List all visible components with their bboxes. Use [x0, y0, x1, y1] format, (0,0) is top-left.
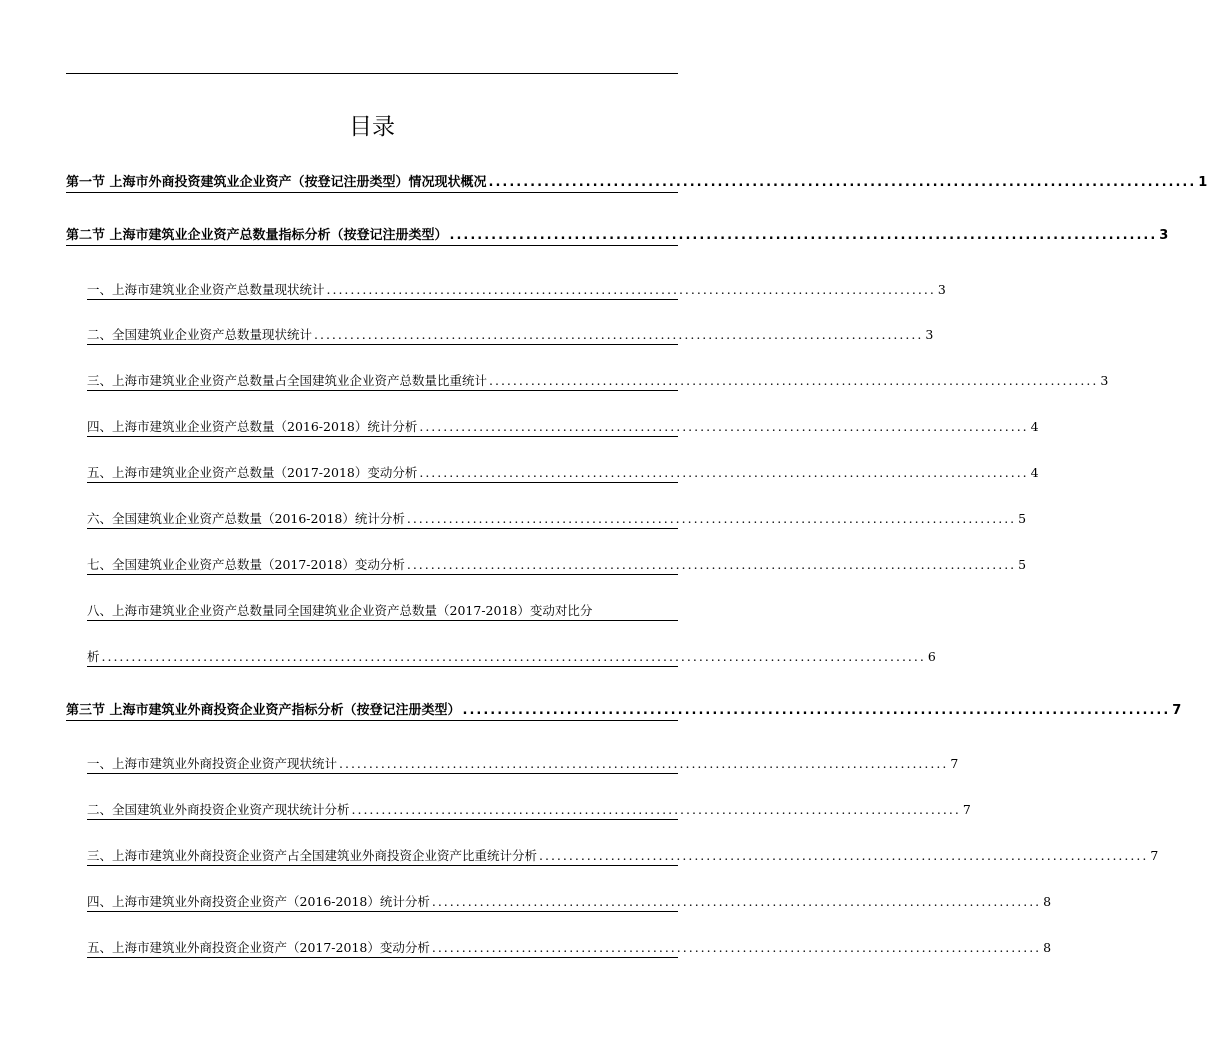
header-rule: [66, 73, 678, 74]
toc-entry-text: 四、上海市建筑业外商投资企业资产（2016-2018）统计分析: [87, 894, 430, 909]
toc-item[interactable]: [87, 419, 1039, 437]
toc-page-number: 7: [1172, 703, 1182, 718]
toc-page-number: 8: [1043, 894, 1052, 909]
toc-leader-dots: ......................................................................................................: [488, 175, 1197, 190]
toc-leader-dots: ......................................................................................................: [351, 802, 961, 817]
toc-entry-text: 第三节 上海市建筑业外商投资企业资产指标分析（按登记注册类型）: [66, 703, 461, 718]
toc-item-wrapped[interactable]: [87, 603, 678, 621]
toc-leader-dots: ......................................................................................................: [431, 894, 1042, 909]
toc-section-1[interactable]: [66, 175, 1207, 193]
toc-leader-dots: ......................................................................................................: [406, 557, 1017, 572]
toc-page-number: 4: [1030, 465, 1039, 480]
toc-page-number: 6: [927, 649, 936, 664]
toc-leader-dots: ......................................................................................................: [314, 327, 924, 342]
toc-item[interactable]: [87, 940, 1052, 958]
toc-page-number: 7: [1150, 848, 1159, 863]
toc-item[interactable]: [87, 557, 1027, 575]
toc-item[interactable]: [87, 894, 1052, 912]
toc-entry-text: 五、上海市建筑业外商投资企业资产（2017-2018）变动分析: [87, 940, 430, 955]
toc-page-number: 5: [1018, 557, 1027, 572]
toc-entry-text: 八、上海市建筑业企业资产总数量同全国建筑业企业资产总数量（2017-2018）变动对比分: [87, 603, 678, 621]
toc-leader-dots: ......................................................................................................: [419, 465, 1029, 480]
toc-section-2[interactable]: [66, 228, 1169, 246]
toc-page-number: 3: [937, 282, 946, 297]
toc-leader-dots: ......................................................................................................: [462, 703, 1171, 718]
toc-page-number: 7: [962, 802, 971, 817]
toc-item[interactable]: [87, 756, 959, 774]
toc-page-number: 3: [925, 327, 934, 342]
toc-page-number: 1: [1198, 175, 1207, 190]
toc-entry-text: 一、上海市建筑业外商投资企业资产现状统计: [87, 756, 338, 771]
toc-page-number: 4: [1030, 419, 1039, 434]
toc-item[interactable]: [87, 373, 1109, 391]
toc-entry-text: 三、上海市建筑业企业资产总数量占全国建筑业企业资产总数量比重统计: [87, 373, 488, 388]
toc-entry-text: 一、上海市建筑业企业资产总数量现状统计: [87, 282, 325, 297]
toc-entry-text: 七、全国建筑业企业资产总数量（2017-2018）变动分析: [87, 557, 405, 572]
toc-item[interactable]: [87, 465, 1039, 483]
toc-leader-dots: ......................................................................................................: [449, 228, 1158, 243]
toc-entry-text: 五、上海市建筑业企业资产总数量（2017-2018）变动分析: [87, 465, 418, 480]
toc-item-continuation[interactable]: [87, 649, 936, 667]
toc-leader-dots: ......................................................................................................: [489, 373, 1099, 388]
toc-item[interactable]: [87, 802, 971, 820]
toc-leader-dots: ......................................................................................................: [339, 756, 949, 771]
toc-entry-text: 二、全国建筑业外商投资企业资产现状统计分析: [87, 802, 350, 817]
page-title: 目录: [349, 114, 395, 140]
toc-entry-text: 析: [87, 649, 100, 664]
toc-entry-text: 三、上海市建筑业外商投资企业资产占全国建筑业外商投资企业资产比重统计分析: [87, 848, 538, 863]
toc-leader-dots: ......................................................................................................: [419, 419, 1029, 434]
toc-page-number: 8: [1043, 940, 1052, 955]
toc-leader-dots: ......................................................................................................: [326, 282, 936, 297]
toc-page-number: 5: [1018, 511, 1027, 526]
toc-entry-text: 四、上海市建筑业企业资产总数量（2016-2018）统计分析: [87, 419, 418, 434]
toc-page-number: 3: [1159, 228, 1169, 243]
toc-page-number: 3: [1100, 373, 1109, 388]
toc-section-3[interactable]: [66, 703, 1182, 721]
toc-entry-text: 二、全国建筑业企业资产总数量现状统计: [87, 327, 313, 342]
toc-page-number: 7: [950, 756, 959, 771]
toc-leader-dots: ..........................................................................................................................................: [101, 649, 926, 664]
toc-entry-text: 第一节 上海市外商投资建筑业企业资产（按登记注册类型）情况现状概况: [66, 175, 487, 190]
toc-item[interactable]: [87, 327, 934, 345]
toc-item[interactable]: [87, 282, 946, 300]
toc-entry-text: 六、全国建筑业企业资产总数量（2016-2018）统计分析: [87, 511, 405, 526]
toc-item[interactable]: [87, 511, 1027, 529]
toc-leader-dots: ......................................................................................................: [431, 940, 1042, 955]
toc-leader-dots: ......................................................................................................: [406, 511, 1017, 526]
toc-item[interactable]: [87, 848, 1159, 866]
toc-leader-dots: ......................................................................................................: [539, 848, 1149, 863]
toc-entry-text: 第二节 上海市建筑业企业资产总数量指标分析（按登记注册类型）: [66, 228, 448, 243]
